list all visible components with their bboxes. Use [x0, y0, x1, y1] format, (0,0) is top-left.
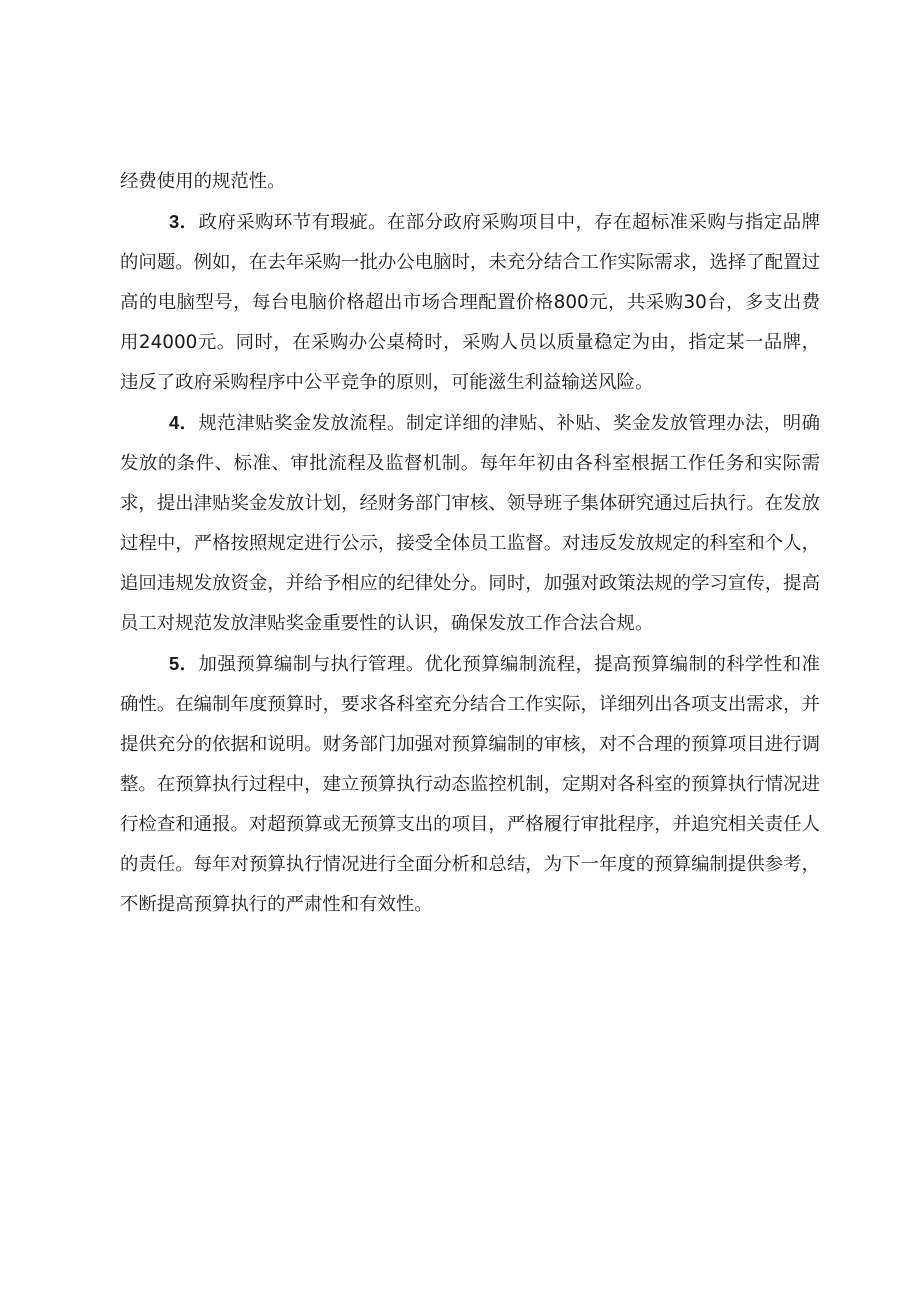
- item-number: 5．: [169, 653, 199, 674]
- paragraph-text: 政府采购环节有瑕疵。在部分政府采购项目中，存在超标准采购与指定品牌的问题。例如，在去年采购一批办公电脑时，未充分结合工作实际需求，选择了配置过高的电脑型号，每台电脑价格超出市场合理配置价格800元，共采购30台，多支出费用24000元。同时，在采购办公桌椅时，采购人员以质量稳定为由，指定某一品牌，违反了政府采购程序中公平竞争的原则，可能滋生利益输送风险。: [120, 212, 820, 393]
- paragraph-item-4: [120, 403, 820, 644]
- item-number: 3．: [169, 211, 199, 232]
- paragraph-text: 规范津贴奖金发放流程。制定详细的津贴、补贴、奖金发放管理办法，明确发放的条件、标准、审批流程及监督机制。每年年初由各科室根据工作任务和实际需求，提出津贴奖金发放计划，经财务部门审核、领导班子集体研究通过后执行。在发放过程中，严格按照规定进行公示，接受全体员工监督。对违反发放规定的科室和个人，追回违规发放资金，并给予相应的纪律处分。同时，加强对政策法规的学习宣传，提高员工对规范发放津贴奖金重要性的认识，确保发放工作合法合规。: [120, 413, 820, 634]
- document-body: [120, 162, 820, 925]
- paragraph-item-5: [120, 644, 820, 925]
- paragraph-text: 经费使用的规范性。: [120, 171, 286, 192]
- paragraph-continuation: [120, 162, 820, 202]
- item-number: 4．: [169, 412, 199, 433]
- paragraph-item-3: [120, 202, 820, 403]
- paragraph-text: 加强预算编制与执行管理。优化预算编制流程，提高预算编制的科学性和准确性。在编制年度预算时，要求各科室充分结合工作实际，详细列出各项支出需求，并提供充分的依据和说明。财务部门加强对预算编制的审核，对不合理的预算项目进行调整。在预算执行过程中，建立预算执行动态监控机制，定期对各科室的预算执行情况进行检查和通报。对超预算或无预算支出的项目，严格履行审批程序，并追究相关责任人的责任。每年对预算执行情况进行全面分析和总结，为下一年度的预算编制提供参考，不断提高预算执行的严肃性和有效性。: [120, 654, 820, 915]
